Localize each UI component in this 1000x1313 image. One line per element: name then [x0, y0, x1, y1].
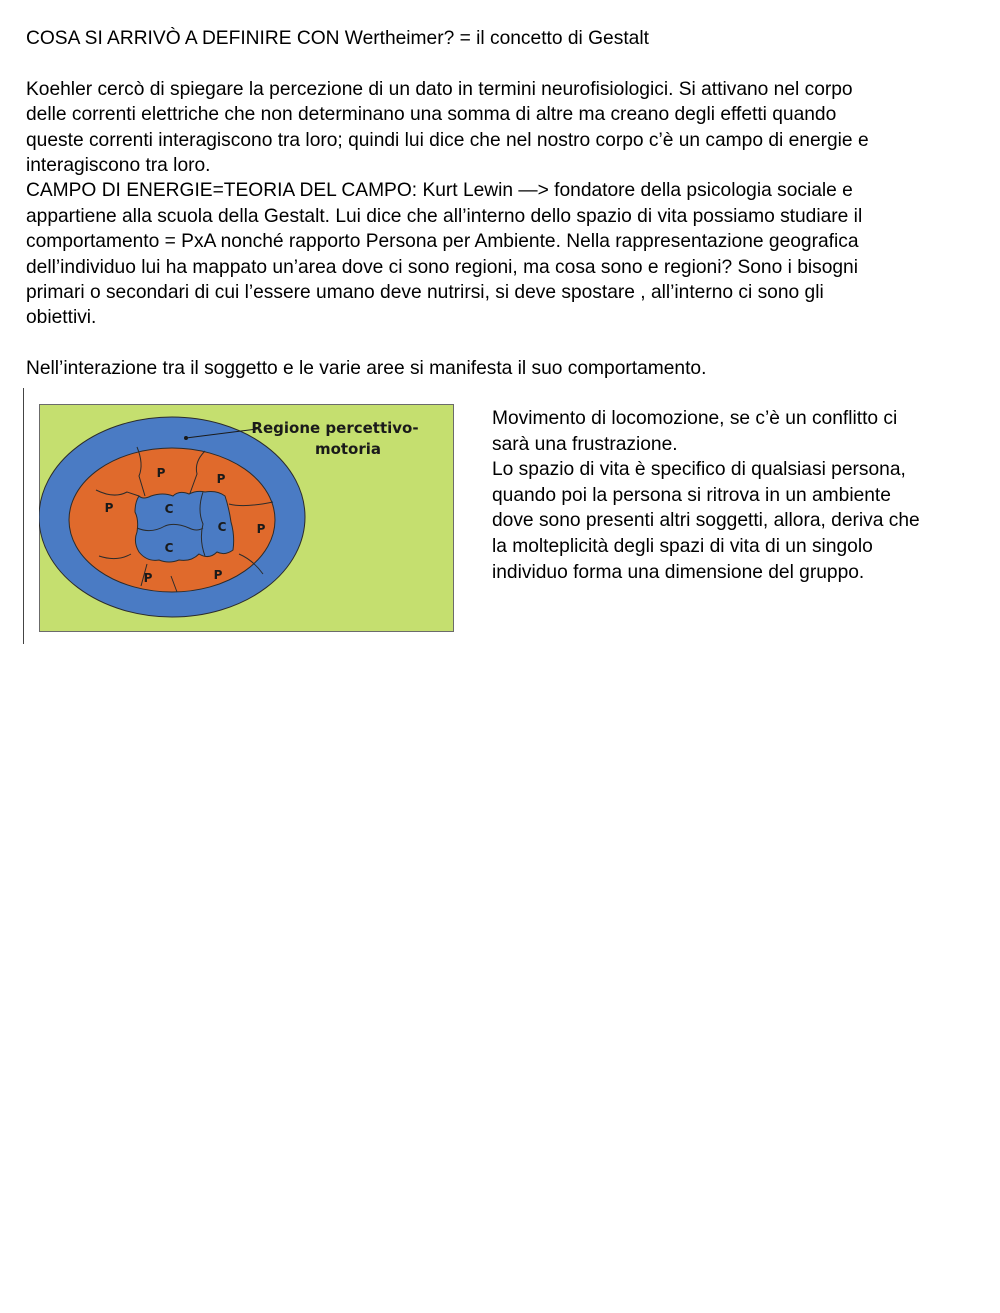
region-label-c: C — [164, 541, 174, 555]
region-label-p: P — [216, 472, 226, 486]
region-label-p: P — [143, 571, 153, 585]
side-text-line: individuo forma una dimensione del gruppo. — [492, 561, 865, 583]
paragraph-line: appartiene alla scuola della Gestalt. Lui dice che all’interno dello spazio di vita possiamo studiare il — [26, 205, 863, 227]
side-text-line: sarà una frustrazione. — [492, 433, 678, 455]
margin-rule — [23, 388, 24, 644]
annotation-label: motoria — [314, 440, 382, 458]
side-text — [492, 406, 982, 585]
region-label-c: C — [164, 502, 174, 516]
paragraph-line: CAMPO DI ENERGIE=TEORIA DEL CAMPO: Kurt Lewin —> fondatore della psicologia sociale e — [26, 180, 853, 202]
side-text-line: Lo spazio di vita è specifico di qualsiasi persona, — [492, 459, 906, 481]
annotation-label: Regione percettivo- — [251, 419, 419, 437]
region-label-p: P — [156, 466, 166, 480]
paragraph-line: obiettivi. — [26, 307, 97, 329]
spacer — [26, 331, 978, 356]
paragraph-line: comportamento = PxA nonché rapporto Persona per Ambiente. Nella rappresentazione geografica — [26, 231, 859, 253]
region-label-c: C — [217, 520, 227, 534]
paragraph-line: dell’individuo lui ha mappato un’area dove ci sono regioni, ma cosa sono e regioni? Sono i bisogni — [26, 256, 858, 278]
paragraph-line: interagiscono tra loro. — [26, 155, 211, 177]
figure-block — [23, 388, 983, 646]
side-text-line: la molteplicità degli spazi di vita di un singolo — [492, 535, 873, 557]
paragraph-line: Koehler cercò di spiegare la percezione di un dato in termini neurofisiologici. Si attivano nel corpo — [26, 78, 853, 100]
side-text-line: quando poi la persona si ritrova in un ambiente — [492, 484, 891, 506]
document-heading: COSA SI ARRIVÒ A DEFINIRE CON Wertheimer? = il concetto di Gestalt — [26, 28, 649, 49]
paragraph-line: primari o secondari di cui l’essere umano deve nutrirsi, si deve spostare , all’interno ci sono gli — [26, 282, 824, 304]
region-label-p: P — [256, 522, 266, 536]
region-label-p: P — [213, 568, 223, 582]
spacer — [26, 51, 978, 76]
life-space-diagram — [39, 404, 454, 632]
side-text-line: dove sono presenti altri soggetti, allora, deriva che — [492, 510, 920, 532]
document-page — [26, 26, 978, 382]
region-label-p: P — [104, 501, 114, 515]
paragraph-2: Nell’interazione tra il soggetto e le varie aree si manifesta il suo comportamento. — [26, 358, 707, 380]
paragraph-line: delle correnti elettriche che non determinano una somma di altre ma creano degli effetti quando — [26, 104, 837, 126]
side-text-line: Movimento di locomozione, se c’è un conflitto ci — [492, 408, 898, 429]
paragraph-line: queste correnti interagiscono tra loro; quindi lui dice che nel nostro corpo c’è un campo di energie e — [26, 129, 869, 151]
